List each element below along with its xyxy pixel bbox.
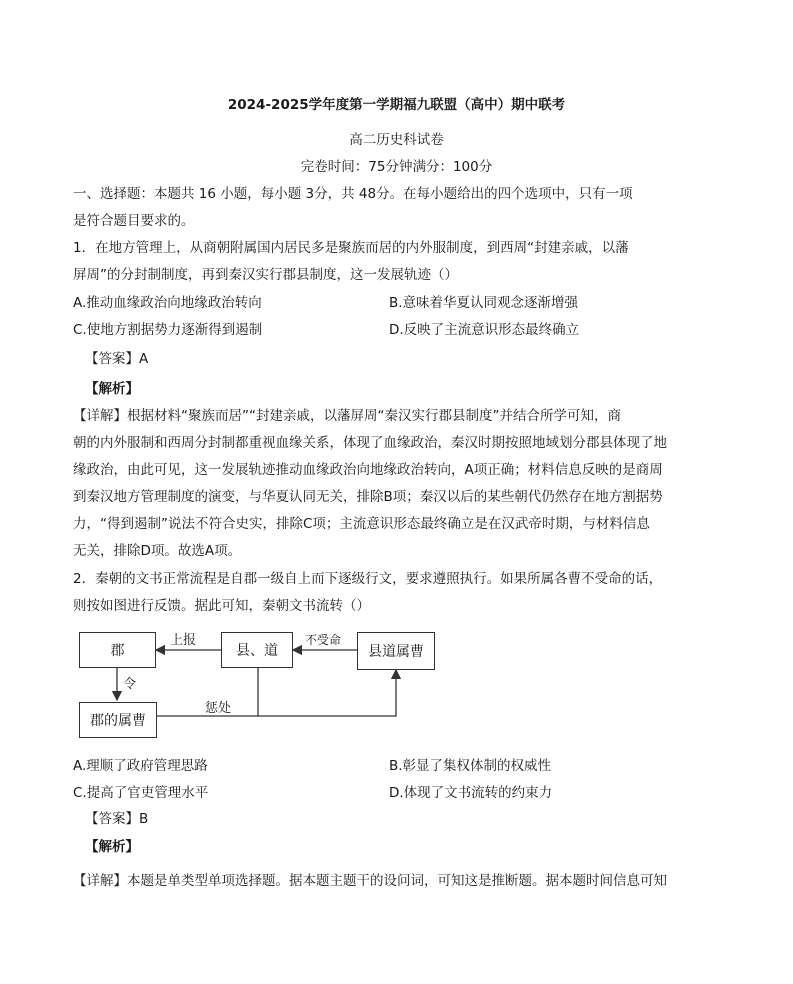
- q2-option-b: B.彰显了集权体制的权威性: [389, 758, 552, 774]
- diagram-box-xiandao: 县、道: [221, 632, 293, 668]
- q1-answer: 【答案】A: [85, 351, 149, 367]
- q2-analysis-heading: 【解析】: [85, 839, 139, 855]
- section-instruction-line1: 一、选择题：本题共 16 小题，每小题 3分，共 48分。在每小题给出的四个选项中，只有一项: [73, 186, 633, 202]
- q1-option-d: D.反映了主流意识形态最终确立: [389, 322, 580, 338]
- exam-title: 2024-2025学年度第一学期福九联盟（高中）期中联考: [227, 97, 566, 113]
- q2-stem-line2: 则按如图进行反馈。据此可知，秦朝文书流转（）: [73, 598, 370, 614]
- exam-info: 完卷时间：75分钟满分：100分: [300, 159, 493, 175]
- q1-stem-line1: 1．在地方管理上，从商朝附属国内居民多是聚族而居的内外服制度，到西周“封建亲戚，以藩: [73, 240, 629, 256]
- q2-option-d: D.体现了文书流转的约束力: [389, 785, 553, 801]
- diagram-label-cheng: 惩处: [205, 701, 232, 716]
- q1-option-b: B.意味着华夏认同观念逐渐增强: [389, 295, 579, 311]
- diagram-label-bushouming: 不受命: [305, 633, 342, 647]
- diagram-label-ling: 令: [123, 677, 137, 692]
- q1-detail-line1: 【详解】根据材料“聚族而居”“封建亲戚，以藩屏周“秦汉实行郡县制度”并结合所学可知，商: [73, 408, 621, 424]
- arrow-cheng: [157, 670, 396, 716]
- q1-detail-line5: 力，“得到遏制”说法不符合史实，排除C项；主流意识形态最终确立是在汉武帝时期，与材料信息: [73, 516, 650, 532]
- diagram-box-jun-shucao: 郡的属曹: [79, 702, 157, 738]
- q2-option-a: A.理顺了政府管理思路: [73, 758, 208, 774]
- q1-detail-line2: 朝的内外服制和西周分封制都重视血缘关系，体现了血缘政治，秦汉时期按照地域划分郡县体现了地: [73, 435, 667, 451]
- diagram-box-xiandao-shucao: 县道属曹: [357, 632, 435, 670]
- q1-detail-line4: 到秦汉地方管理制度的演变，与华夏认同无关，排除B项；秦汉以后的某些朝代仍然存在地方割据势: [73, 489, 663, 505]
- q1-option-c: C.使地方割据势力逐渐得到遏制: [73, 322, 263, 338]
- q1-detail-line6: 无关，排除D项。故选A项。: [73, 543, 242, 559]
- diagram-box-jun: 郡: [79, 632, 156, 668]
- q1-analysis-heading: 【解析】: [85, 381, 139, 397]
- q1-option-a: A.推动血缘政治向地缘政治转向: [73, 295, 262, 311]
- q1-stem-line2: 屏周”的分封制制度，再到秦汉实行郡县制度，这一发展轨迹（）: [73, 267, 458, 283]
- q1-detail-line3: 缘政治，由此可见，这一发展轨迹推动血缘政治向地缘政治转向，A项正确；材料信息反映的是商周: [73, 462, 663, 478]
- q2-detail-line1: 【详解】本题是单类型单项选择题。据本题主题干的设问词，可知这是推断题。据本题时间信息可知: [73, 873, 667, 889]
- exam-subtitle: 高二历史科试卷: [349, 132, 444, 148]
- q2-option-c: C.提高了官吏管理水平: [73, 785, 209, 801]
- section-instruction-line2: 是符合题目要求的。: [73, 213, 195, 229]
- diagram-label-shangbao: 上报: [170, 633, 197, 648]
- q2-answer: 【答案】B: [85, 811, 149, 827]
- q2-stem-line1: 2．秦朝的文书正常流程是自郡一级自上而下逐级行文，要求遵照执行。如果所属各曹不受命的话，: [73, 571, 663, 587]
